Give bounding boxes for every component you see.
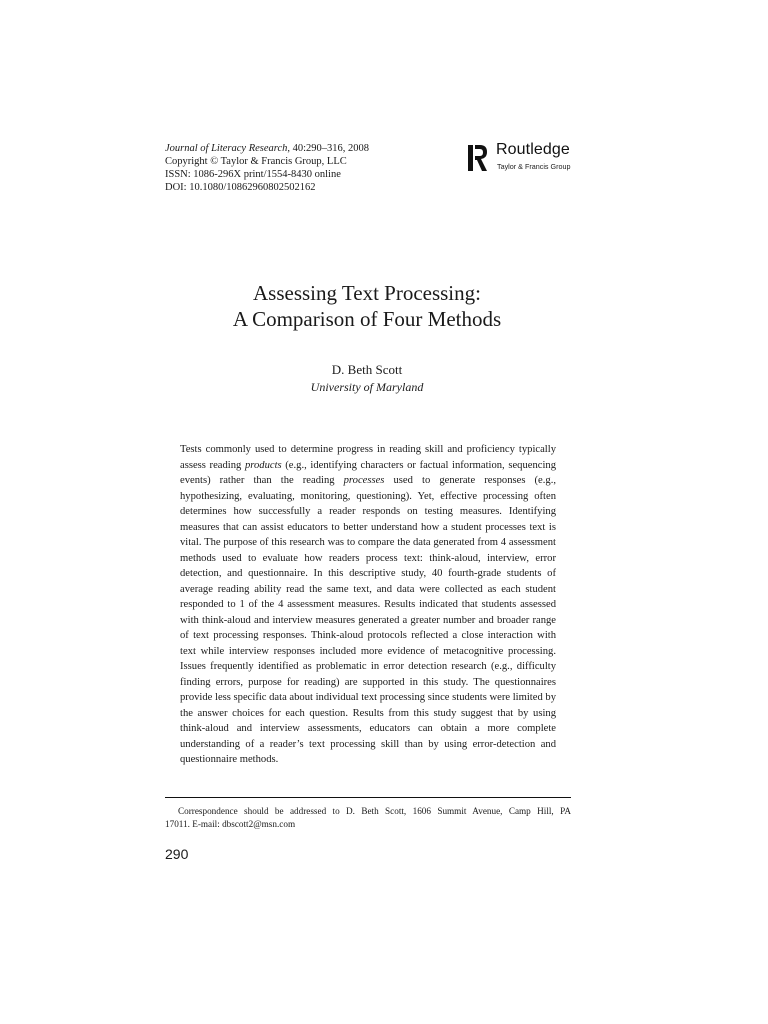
abstract-part-3: used to generate responses (e.g., hypothesizing, evaluating, monitoring, questioning). Yet, effective processing often determines how successfully a reader responds on testing measures. Identifying measures that can assist educators to better understand how a student processes text is vital. The purpose of this research was to compare the data generated from 4 assessment methods used to evaluate how readers process text: think-aloud, interview, error detection, and questionnaire. In this descriptive study, 40 fourth-grade students of average reading ability read the same text, and data were collected as each student responded to 1 of the 4 assessment measures. Results indicated that students assessed with think-aloud and interview measures generated a greater number and broader range of text processing responses. Think-aloud protocols reflected a close interaction with text while interview responses included more evidence of metacognitive processing. Issues frequently identified as problematic in error detection research (e.g., difficulty finding errors, purpose for reading) are supported in this study. The questionnaires provide less specific data about individual text processing since students were limited by the answer choices for each question. Results from this study suggest that by using think-aloud and interview assessments, educators can obtain a more complete understanding of a reader’s text processing skill than by using error-detection and questionnaire methods. <box>180 475 557 765</box>
publisher-logo <box>468 143 578 175</box>
journal-citation <box>165 142 445 155</box>
correspondence-footnote <box>165 805 571 831</box>
title-line-1: Assessing Text Processing: <box>253 281 481 305</box>
abstract-part-2: (e.g., identifying characters or factual information, sequencing events) rather than the reading <box>180 459 556 486</box>
abstract <box>180 442 556 768</box>
footnote-line-1: Correspondence should be addressed to D. Beth Scott, 1606 Summit Avenue, Camp Hill, PA <box>178 806 571 816</box>
abstract-text <box>180 442 556 768</box>
journal-name: Journal of Literacy Research <box>165 143 288 154</box>
abstract-emphasis-products: products <box>244 459 282 471</box>
doi-line: DOI: 10.1080/10862960802502162 <box>165 182 316 193</box>
footnote-divider <box>165 797 571 798</box>
journal-volume: , 40:290–316, 2008 <box>287 143 370 154</box>
routledge-r-icon <box>468 143 488 173</box>
title-line-2: A Comparison of Four Methods <box>232 307 502 331</box>
journal-masthead <box>165 142 445 194</box>
footnote-line-2: 17011. E-mail: dbscott2@msn.com <box>165 819 296 829</box>
article-title <box>0 280 734 332</box>
abstract-emphasis-processes: processes <box>343 475 385 486</box>
copyright-line: Copyright © Taylor & Francis Group, LLC <box>165 156 347 167</box>
publisher-division: Taylor & Francis Group <box>497 162 571 171</box>
page-number: 290 <box>165 846 189 862</box>
author-name: D. Beth Scott <box>331 362 403 377</box>
author-affiliation: University of Maryland <box>310 380 424 394</box>
abstract-part-1: Tests commonly used to determine progress in reading skill and proficiency typically assess reading <box>180 444 556 471</box>
publisher-name: Routledge <box>496 141 570 158</box>
issn-line: ISSN: 1086-296X print/1554-8430 online <box>165 169 341 180</box>
